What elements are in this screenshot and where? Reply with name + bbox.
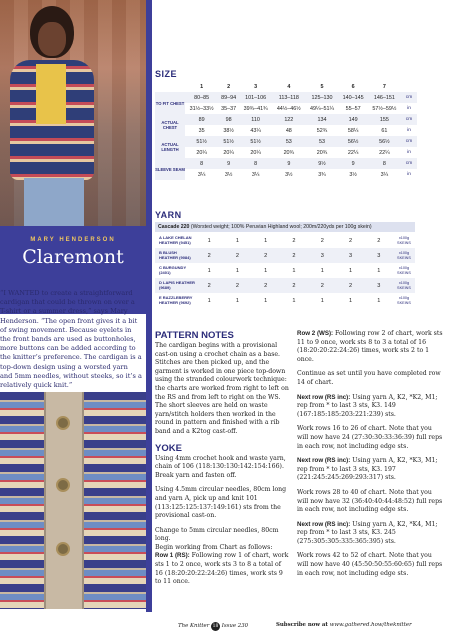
pattern-notes-text: The cardigan begins with a provisional cast-on using a crochet chain as a base. Stitches are then picked up, and the garment is worked in one piece top-down using the stranded colourwork technique: the charts are worked from right to left on the RS and from left to right on the WS. The short sleeves are held on waste yarn/stitch holders then worked in the round in pattern and finished with a rib band and a K2tog cast-off. [155, 342, 289, 435]
size-cell: 146–151 [368, 92, 401, 103]
size-cell: 122 [272, 114, 305, 125]
magazine-name: The Knitter [178, 623, 210, 629]
size-cell: 3¼ [239, 169, 272, 180]
size-header-cell: 2 [218, 81, 239, 92]
yarn-colour-name: A LAKE CHELAN HEATHER (9451) [155, 233, 195, 248]
model-photo [0, 0, 146, 226]
yarn-cell: 1 [336, 263, 364, 278]
footer-magazine [178, 622, 248, 631]
yarn-unit: x100g SKEINS [393, 233, 415, 248]
button-icon [56, 416, 70, 430]
button-icon [56, 542, 70, 556]
subscribe-link[interactable]: www.gathered.how/theknitter [329, 622, 412, 628]
size-cell: 9 [272, 158, 305, 169]
row-instruction [155, 552, 289, 586]
size-cell: 53 [272, 136, 305, 147]
size-cell: 58¼ [339, 125, 368, 136]
size-unit: cm [401, 158, 417, 169]
yarn-cell: 1 [195, 293, 223, 308]
button-icon [56, 478, 70, 492]
yarn-row [155, 263, 415, 278]
yarn-cell: 3 [308, 248, 336, 263]
row-text: Using yarn A, K2, *K3, M1; rep from * to last 3 sts, K3. 197 (221:245:245:269:293:317) sts. [297, 457, 438, 482]
size-cell: 39¾–41¾ [239, 103, 272, 114]
size-cell: 3½ [339, 169, 368, 180]
row-label: Next row (RS inc): [297, 393, 351, 401]
row-text: Using yarn A, K2, *K4, M1; rep from * to last 3 sts, K3. 245 (275:305:305:335:365:395) sts. [297, 520, 438, 545]
row-instruction [297, 521, 443, 547]
yarn-cell: 1 [365, 293, 393, 308]
size-row-label: TO FIT CHEST [155, 92, 185, 114]
yarn-cell: 1 [365, 263, 393, 278]
page-footer [0, 612, 452, 639]
yarn-cell: 3 [365, 248, 393, 263]
size-cell: 155 [368, 114, 401, 125]
size-cell: 3¾ [305, 169, 338, 180]
size-cell: 31½–33½ [185, 103, 218, 114]
size-cell: 9 [218, 158, 239, 169]
pattern-notes-heading: PATTERN NOTES [155, 330, 234, 341]
yarn-row [155, 233, 415, 248]
size-cell: 52¾ [305, 125, 338, 136]
size-cell: 20¼ [239, 147, 272, 158]
yarn-cell: 2 [365, 233, 393, 248]
row-label: Row 1 (RS): [155, 552, 190, 560]
yarn-cell: 2 [336, 278, 364, 293]
yarn-description [155, 222, 415, 232]
size-cell: 51½ [218, 136, 239, 147]
size-row [155, 158, 417, 169]
pattern-column-2 [297, 330, 443, 584]
size-cell: 125–130 [305, 92, 338, 103]
size-row-label: ACTUAL LENGTH [155, 136, 185, 158]
row-text: Following row 1 of chart, work sts 1 to 2 once, work sts 3 to 8 a total of 16 (18:20:20:22:24:26) times, work sts 9 to 11 once. [155, 552, 289, 586]
yarn-cell: 1 [308, 263, 336, 278]
size-header-cell: 7 [368, 81, 401, 92]
size-row [155, 125, 417, 136]
row-paragraph: Work rows 28 to 40 of chart. Note that you will now have 32 (36:40:40:44:48:52) full reps in each row, not including edge sts. [297, 488, 443, 514]
size-cell: 51½ [185, 136, 218, 147]
yarn-cell: 1 [223, 293, 251, 308]
yarn-table [155, 233, 415, 308]
size-cell: 51½ [239, 136, 272, 147]
size-cell: 8 [368, 158, 401, 169]
designer-name: MARY HENDERSON [30, 237, 116, 243]
yarn-cell: 1 [252, 233, 280, 248]
size-cell: 53 [305, 136, 338, 147]
size-cell: 35–37 [218, 103, 239, 114]
row-paragraph: Work rows 16 to 26 of chart. Note that you will now have 24 (27:30:30:33:36:39) full reps in each row, not including edge sts. [297, 425, 443, 450]
row-label: Next row (RS inc): [297, 457, 351, 465]
size-row-label: SLEEVE SEAM [155, 158, 185, 180]
size-unit: in [401, 169, 417, 180]
yarn-unit: x100g SKEINS [393, 278, 415, 293]
size-unit: in [401, 147, 417, 158]
size-header-cell: 6 [339, 81, 368, 92]
size-cell: 3½ [218, 169, 239, 180]
page-number: 18 [212, 624, 219, 629]
yarn-cell: 1 [195, 263, 223, 278]
subscribe-text: Subscribe now at [276, 622, 330, 628]
row-text: Using yarn A, K2, *K2, M1; rep from * to last 3 sts, K3. 149 (167:185:185:203:221:239) sts. [297, 393, 438, 418]
size-unit-blank [401, 81, 417, 92]
yarn-heading: YARN [155, 210, 182, 220]
row-instruction [297, 330, 443, 364]
yarn-cell: 2 [252, 278, 280, 293]
yoke-heading: YOKE [155, 442, 182, 454]
yarn-row [155, 248, 415, 263]
size-row [155, 92, 417, 103]
size-cell: 98 [218, 114, 239, 125]
issue-label: Issue 230 [221, 623, 249, 629]
yoke-paragraph: Using 4mm crochet hook and waste yarn, chain of 106 (118:130:130:142:154:166). Break yarn and fasten off. [155, 454, 286, 479]
size-cell: 48 [272, 125, 305, 136]
size-cell: 9½ [305, 158, 338, 169]
yarn-cell: 3 [336, 248, 364, 263]
size-cell: 89–94 [218, 92, 239, 103]
size-cell: 110 [239, 114, 272, 125]
size-row [155, 169, 417, 180]
row-paragraph: Continue as set until you have completed row 14 of chart. [297, 370, 441, 386]
design-title: Claremont [22, 246, 124, 268]
size-cell: 8 [239, 158, 272, 169]
yarn-colour-name: D LAPIS HEATHER (9689) [155, 278, 195, 293]
size-cell: 43¼ [239, 125, 272, 136]
yarn-cell: 3 [365, 278, 393, 293]
yarn-cell: 1 [280, 263, 308, 278]
size-cell: 55–57 [339, 103, 368, 114]
size-cell: 22¼ [368, 147, 401, 158]
yarn-cell: 2 [195, 248, 223, 263]
size-cell: 8 [185, 158, 218, 169]
knit-swatch-photo [0, 392, 146, 609]
size-cell: 20¼ [218, 147, 239, 158]
size-cell: 61 [368, 125, 401, 136]
size-row [155, 114, 417, 125]
size-row [155, 136, 417, 147]
yoke-paragraph: Using 4.5mm circular needles, 80cm long and yarn A, pick up and knit 101 (113:125:125:137:149:161) sts from the provisional cast-on. [155, 486, 287, 520]
size-cell: 113–118 [272, 92, 305, 103]
yarn-unit: x100g SKEINS [393, 293, 415, 308]
yarn-brand: Cascade 220 [158, 224, 190, 230]
yarn-cell: 2 [280, 233, 308, 248]
size-cell: 80–85 [185, 92, 218, 103]
yarn-cell: 1 [308, 293, 336, 308]
size-unit: cm [401, 136, 417, 147]
yarn-cell: 1 [223, 263, 251, 278]
size-heading: SIZE [155, 69, 178, 79]
row-label: Row 2 (WS): [297, 330, 334, 337]
yarn-cell: 1 [252, 263, 280, 278]
yarn-cell: 2 [223, 278, 251, 293]
yoke-paragraph: Begin working from Chart as follows: [155, 543, 273, 551]
row-instruction [297, 394, 443, 420]
size-header-row [155, 81, 417, 92]
yarn-colour-name: E RAZZLEBERRY HEATHER (9692) [155, 293, 195, 308]
row-instruction [297, 457, 443, 483]
size-cell: 89 [185, 114, 218, 125]
size-corner [155, 81, 185, 92]
yarn-colour-name: C BURGUNDY (2401) [155, 263, 195, 278]
yarn-cell: 2 [280, 278, 308, 293]
size-cell: 57½–59½ [368, 103, 401, 114]
size-unit: in [401, 125, 417, 136]
yarn-cell: 1 [280, 293, 308, 308]
size-cell: 149 [339, 114, 368, 125]
yoke-paragraph: Change to 5mm circular needles, 80cm long. [155, 526, 279, 543]
row-label: Next row (RS inc): [297, 520, 351, 528]
yarn-cell: 2 [308, 278, 336, 293]
size-row [155, 147, 417, 158]
size-cell: 134 [305, 114, 338, 125]
size-cell: 3¼ [185, 169, 218, 180]
size-cell: 49¼–51¼ [305, 103, 338, 114]
jeans-image [24, 178, 84, 226]
footer-subscribe [276, 622, 412, 628]
size-unit: in [401, 103, 417, 114]
size-cell: 20¼ [185, 147, 218, 158]
size-cell: 22¼ [339, 147, 368, 158]
size-header-cell: 4 [272, 81, 305, 92]
size-cell: 3¼ [368, 169, 401, 180]
yarn-cell: 1 [252, 293, 280, 308]
size-cell: 20¾ [272, 147, 305, 158]
size-row [155, 103, 417, 114]
size-cell: 3½ [272, 169, 305, 180]
size-unit: cm [401, 92, 417, 103]
yarn-row [155, 293, 415, 308]
yarn-cell: 2 [195, 278, 223, 293]
pattern-column-1 [155, 330, 289, 593]
size-cell: 44½–46½ [272, 103, 305, 114]
intro-quote: “I WANTED to create a straightforward cardigan that could be thrown on over a T-shirt or a summer dress,” says Mary Henderson. “The open front gives it a bit of swing movement. Because eyelets in the front bands are used as buttonholes, more buttons can be added according to the knitter’s preference. The cardigan is a top-down design using a worsted yarn and 5mm needles, without steeks, so it’s a relatively quick knit.” [0, 289, 142, 390]
yarn-cell: 2 [336, 233, 364, 248]
size-cell: 9 [339, 158, 368, 169]
yarn-cell: 1 [195, 233, 223, 248]
yarn-cell: 1 [223, 233, 251, 248]
size-header-cell: 1 [185, 81, 218, 92]
size-header-cell: 3 [239, 81, 272, 92]
row-text: Following row 2 of chart, work sts 11 to 9 once, work sts 8 to 3 a total of 16 (18:20:20:22:24:26) times, work sts 2 to 1 once. [297, 330, 443, 363]
yarn-unit: x100g SKEINS [393, 248, 415, 263]
size-cell: 140–145 [339, 92, 368, 103]
row-paragraph: Work rows 42 to 52 of chart. Note that you will now have 40 (45:50:50:55:60:65) full reps in each row, not including edge sts. [297, 552, 443, 577]
size-cell: 101–106 [239, 92, 272, 103]
size-cell: 38½ [218, 125, 239, 136]
model-face [38, 22, 66, 56]
yarn-cell: 2 [308, 233, 336, 248]
divider-bar [146, 0, 152, 612]
size-unit: cm [401, 114, 417, 125]
size-header-cell: 5 [305, 81, 338, 92]
yellow-top-image [36, 64, 66, 124]
size-cell: 56½ [339, 136, 368, 147]
size-cell: 56½ [368, 136, 401, 147]
yarn-cell: 1 [336, 293, 364, 308]
yarn-cell: 2 [280, 248, 308, 263]
size-cell: 35 [185, 125, 218, 136]
yarn-cell: 2 [223, 248, 251, 263]
size-table [155, 81, 417, 180]
size-row-label: ACTUAL CHEST [155, 114, 185, 136]
yarn-unit: x100g SKEINS [393, 263, 415, 278]
yarn-spec: (Worsted weight; 100% Peruvian Highland wool; 200m/220yds per 100g skein) [189, 224, 372, 230]
yarn-row [155, 278, 415, 293]
yarn-cell: 2 [252, 248, 280, 263]
size-cell: 20¾ [305, 147, 338, 158]
yarn-colour-name: B BLUSH HEATHER (9084) [155, 248, 195, 263]
